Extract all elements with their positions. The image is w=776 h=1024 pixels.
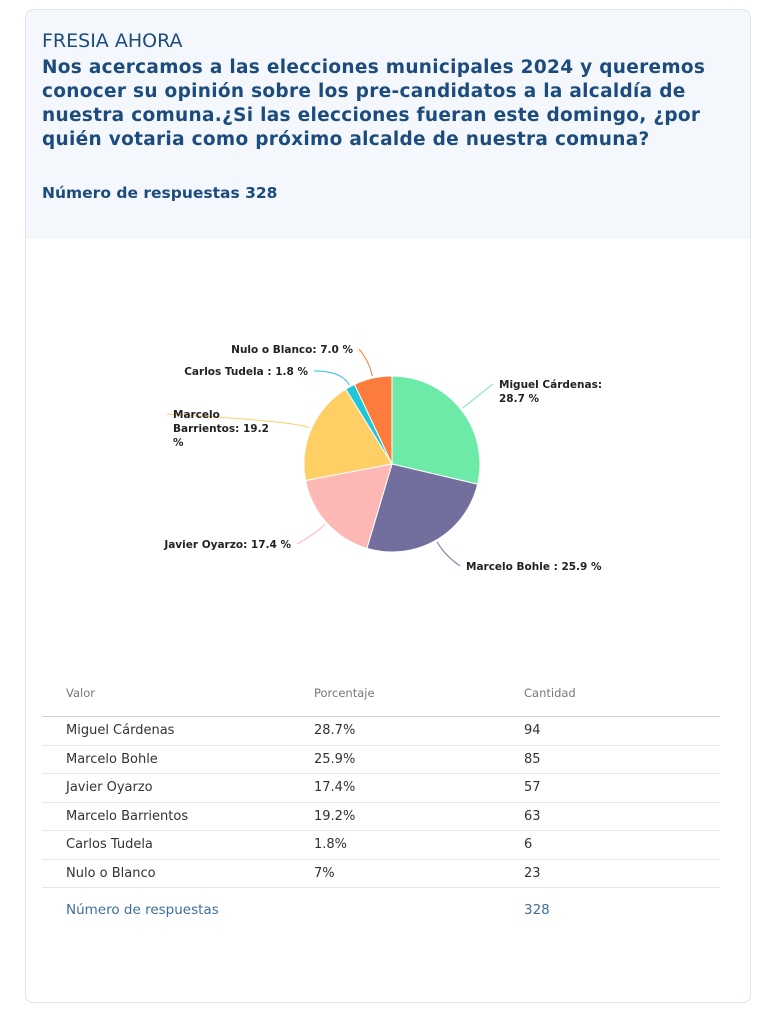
slice-label: Carlos Tudela : 1.8 % xyxy=(184,366,308,378)
table-row xyxy=(42,746,720,775)
table-row xyxy=(42,774,720,803)
cell-valor: Javier Oyarzo xyxy=(66,780,153,796)
pie-chart-area xyxy=(26,239,751,659)
poll-header xyxy=(26,10,750,239)
leader-line xyxy=(297,524,325,544)
slice-label: Marcelo Barrientos: 19.2 % xyxy=(173,409,269,449)
header-valor: Valor xyxy=(66,686,95,700)
table-row xyxy=(42,717,720,746)
cell-porcentaje: 25.9% xyxy=(314,751,356,767)
table-row xyxy=(42,831,720,860)
header-cantidad: Cantidad xyxy=(524,686,576,700)
footer-label: Número de respuestas xyxy=(66,902,219,918)
poll-card xyxy=(25,9,751,1003)
slice-label: Marcelo Bohle : 25.9 % xyxy=(466,561,602,573)
poll-question: Nos acercamos a las elecciones municipales 2024 y queremos conocer su opinión sobre los pre-candidatos a la alcaldía de nuestra comuna.¿Si las elecciones fueran este domingo, ¿por quién votaria como próximo alcalde de nuestra comuna? xyxy=(42,57,706,150)
responses-count: Número de respuestas 328 xyxy=(42,184,278,202)
cell-valor: Nulo o Blanco xyxy=(66,865,156,881)
table-row xyxy=(42,803,720,832)
cell-cantidad: 57 xyxy=(524,780,541,796)
brand-title: FRESIA AHORA xyxy=(42,30,183,52)
slice-label: Nulo o Blanco: 7.0 % xyxy=(231,344,353,356)
table-row xyxy=(42,860,720,889)
leader-line xyxy=(359,349,372,376)
slice-label: Miguel Cárdenas: 28.7 % xyxy=(499,379,603,405)
cell-porcentaje: 19.2% xyxy=(314,808,356,824)
cell-valor: Marcelo Bohle xyxy=(66,751,158,767)
cell-porcentaje: 7% xyxy=(314,865,335,881)
cell-cantidad: 63 xyxy=(524,808,541,824)
cell-porcentaje: 17.4% xyxy=(314,780,356,796)
cell-valor: Miguel Cárdenas xyxy=(66,723,175,739)
leader-line xyxy=(463,384,493,408)
slice-label: Javier Oyarzo: 17.4 % xyxy=(164,539,291,551)
cell-porcentaje: 1.8% xyxy=(314,837,348,853)
cell-valor: Carlos Tudela xyxy=(66,837,153,853)
cell-cantidad: 85 xyxy=(524,751,541,767)
leader-line xyxy=(314,371,349,385)
leader-line xyxy=(437,542,460,566)
header-porcentaje: Porcentaje xyxy=(314,686,375,700)
cell-cantidad: 94 xyxy=(524,723,541,739)
pie-chart xyxy=(26,239,751,659)
results-table xyxy=(42,670,720,932)
footer-total: 328 xyxy=(524,902,550,918)
cell-porcentaje: 28.7% xyxy=(314,723,356,739)
table-header-row xyxy=(42,670,720,717)
cell-valor: Marcelo Barrientos xyxy=(66,808,189,824)
cell-cantidad: 23 xyxy=(524,865,541,881)
table-footer-row xyxy=(42,888,720,932)
cell-cantidad: 6 xyxy=(524,837,533,853)
